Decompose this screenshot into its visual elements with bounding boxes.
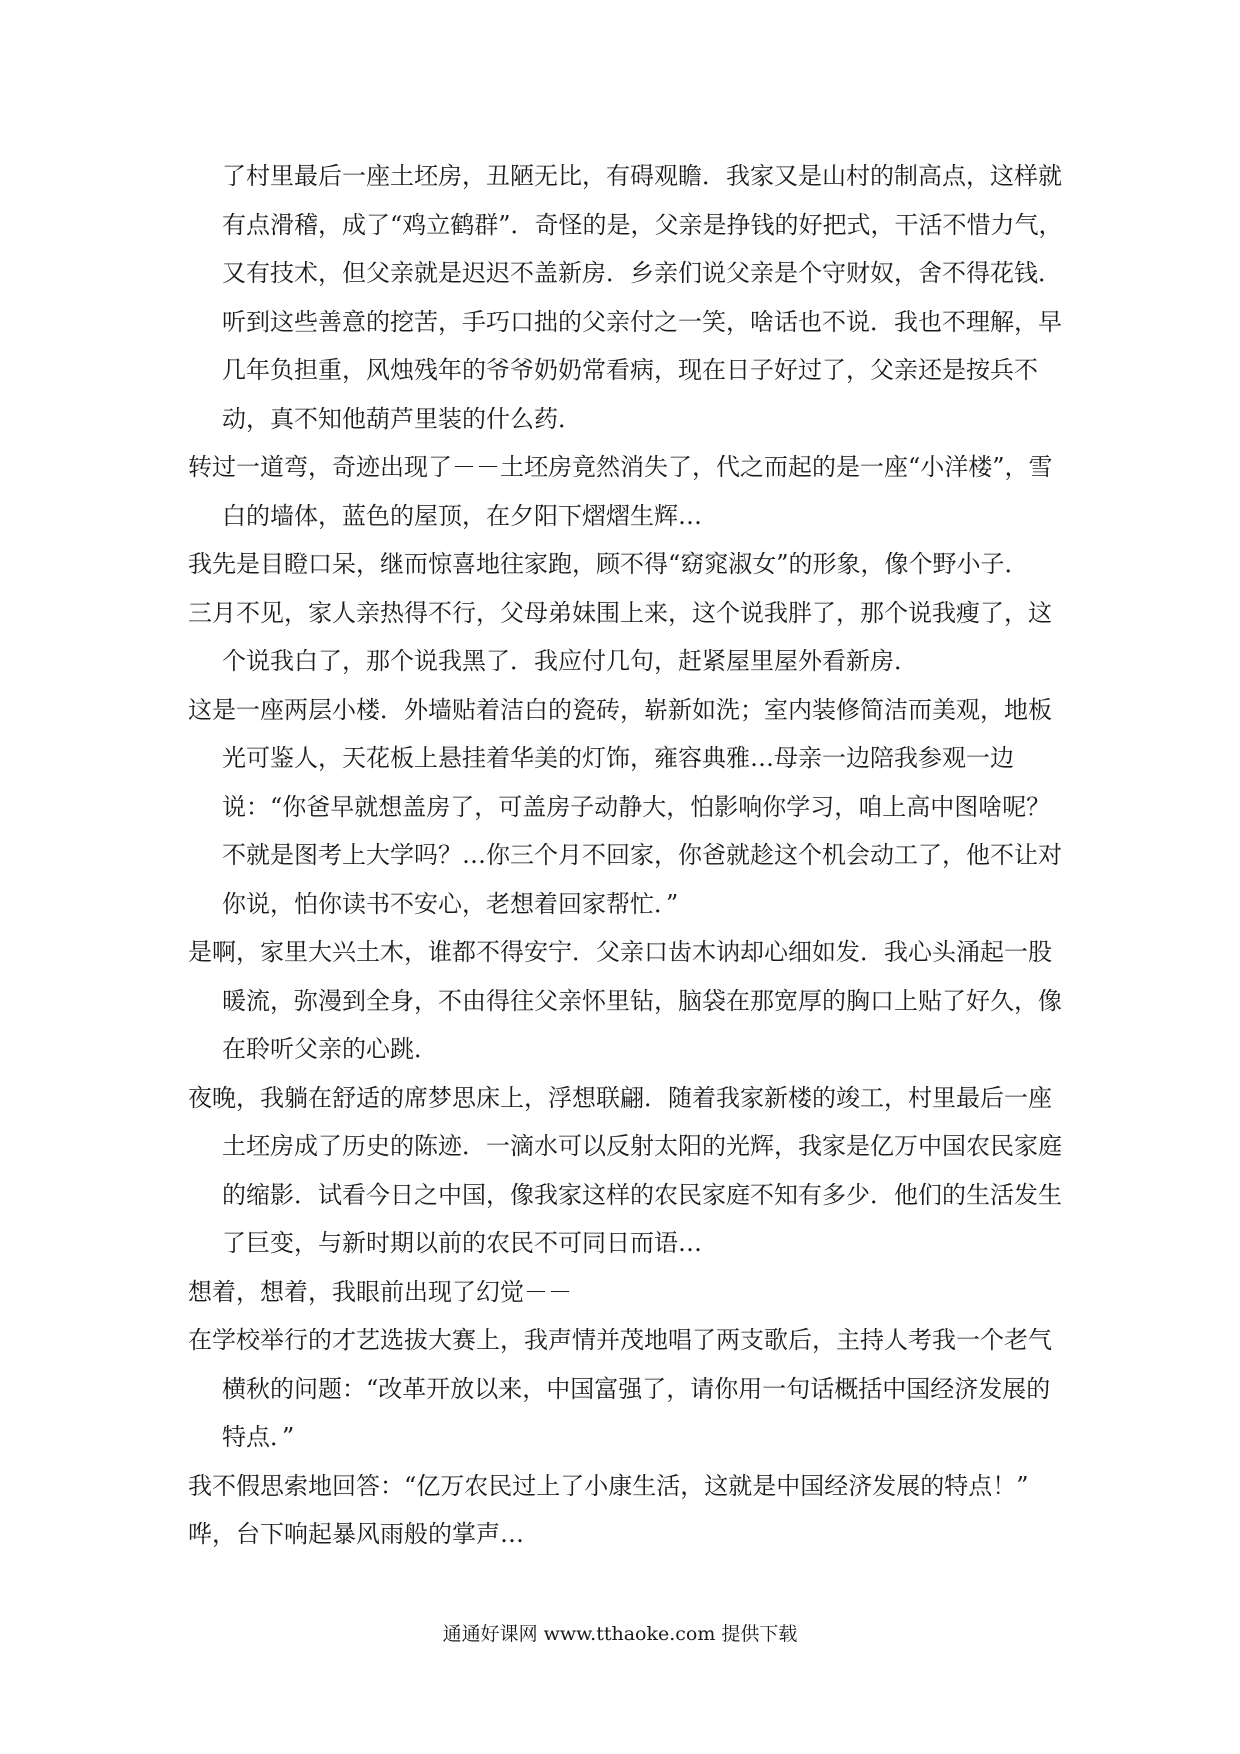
essay-body — [188, 152, 1068, 1559]
page-footer: 通通好课网 www.tthaoke.com 提供下载 — [442, 1623, 798, 1645]
paragraph-2: 转过一道弯，奇迹出现了－－土坯房竟然消失了，代之而起的是一座“小洋楼”，雪白的墙体，蓝色的屋顶，在夕阳下熠熠生辉… — [188, 453, 1053, 530]
paragraph-10: 我不假思索地回答：“亿万农民过上了小康生活，这就是中国经济发展的特点！” — [188, 1471, 1029, 1500]
paragraph-4: 三月不见，家人亲热得不行，父母弟妹围上来，这个说我胖了，那个说我瘦了，这个说我白了，那个说我黑了．我应付几句，赶紧屋里屋外看新房． — [188, 598, 1052, 675]
paragraph-5: 这是一座两层小楼．外墙贴着洁白的瓷砖，崭新如洗；室内装修简洁而美观，地板光可鉴人，天花板上悬挂着华美的灯饰，雍容典雅…母亲一边陪我参观一边说：“你爸早就想盖房了，可盖房子动静大，怕影响你学习，咱上高中图啥呢？不就是图考上大学吗？…你三个月不回家，你爸就趁这个机会动工了，他不让对你说，怕你读书不安心，老想着回家帮忙．” — [188, 695, 1062, 918]
paragraph-6: 是啊，家里大兴土木，谁都不得安宁．父亲口齿木讷却心细如发．我心头涌起一股暖流，弥漫到全身，不由得往父亲怀里钻，脑袋在那宽厚的胸口上贴了好久，像在聆听父亲的心跳． — [188, 938, 1062, 1063]
paragraph-9: 在学校举行的才艺选拔大赛上，我声情并茂地唱了两支歌后，主持人考我一个老气横秋的问题：“改革开放以来，中国富强了，请你用一句话概括中国经济发展的特点．” — [188, 1326, 1052, 1451]
paragraph-7: 夜晚，我躺在舒适的席梦思床上，浮想联翩．随着我家新楼的竣工，村里最后一座土坯房成了历史的陈迹．一滴水可以反射太阳的光辉，我家是亿万中国农民家庭的缩影．试看今日之中国，像我家这样的农民家庭不知有多少．他们的生活发生了巨变，与新时期以前的农民不可同日而语… — [188, 1083, 1062, 1257]
paragraph-3: 我先是目瞪口呆，继而惊喜地往家跑，顾不得“窈窕淑女”的形象，像个野小子． — [188, 550, 1029, 578]
paragraph-11: 哗，台下响起暴风雨般的掌声… — [188, 1520, 524, 1548]
paragraph-8: 想着，想着，我眼前出现了幻觉－－ — [188, 1277, 572, 1306]
paragraph-1: 了村里最后一座土坯房，丑陋无比，有碍观瞻．我家又是山村的制高点，这样就有点滑稽，成了“鸡立鹤群”．奇怪的是，父亲是挣钱的好把式，干活不惜力气，又有技术，但父亲就是迟迟不盖新房．乡亲们说父亲是个守财奴，舍不得花钱．听到这些善意的挖苦，手巧口拙的父亲付之一笑，啥话也不说．我也不理解，早几年负担重，风烛残年的爷爷奶奶常看病，现在日子好过了，父亲还是按兵不动，真不知他葫芦里装的什么药． — [222, 162, 1063, 433]
